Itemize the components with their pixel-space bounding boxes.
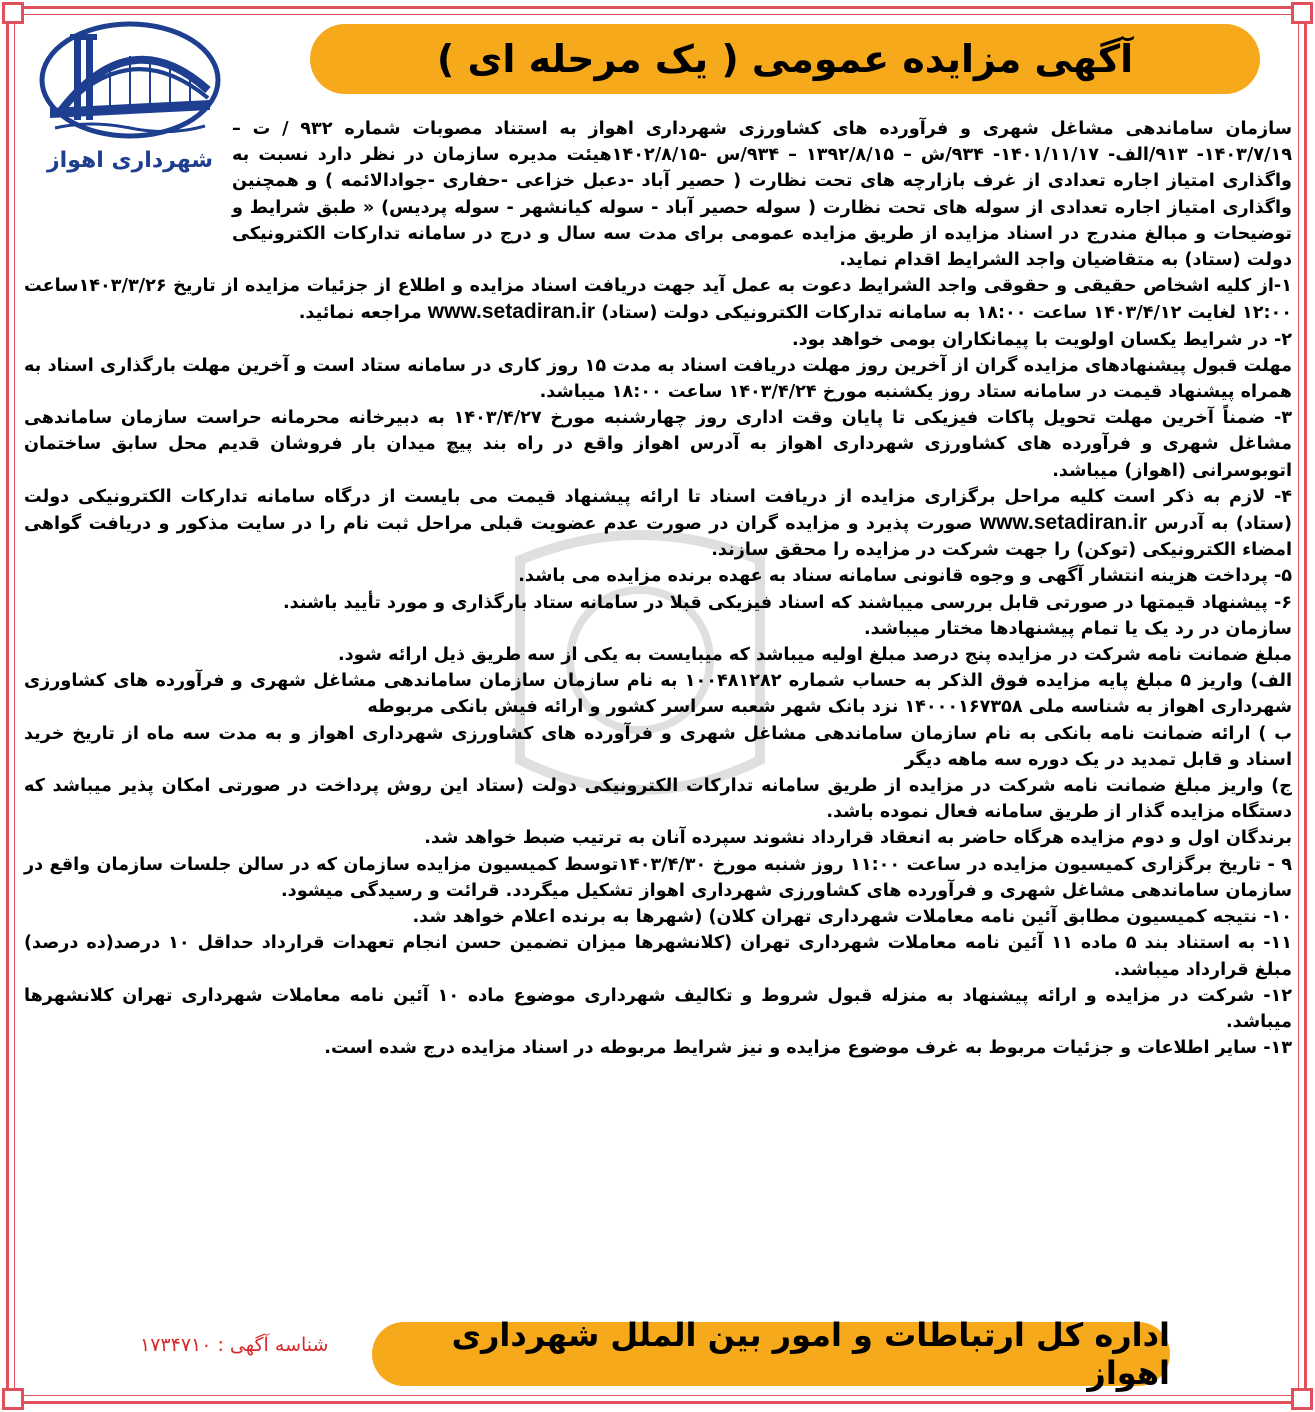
- item-13: ۱۳- سایر اطلاعات و جزئیات مربوط به غرف موضوع مزایده و نیز شرایط مربوطه در اسناد مزایده درج شده است.: [324, 1038, 1292, 1059]
- item-1: ۱-از کلیه اشخاص حقیقی و حقوقی واجد الشرایط دعوت به عمل آید جهت دریافت اسناد مزایده و اطلاع از جزئیات مزایده از تاریخ ۱۴۰۳/۳/۲۶ساعت ۱۲:۰۰ لغایت ۱۴۰۳/۴/۱۲ ساعت ۱۸:۰۰ به سامانه تدارکات الکترونیکی دولت (ستاد) www.setadiran.ir مراجعه نمائید.: [24, 276, 1292, 324]
- option-c: ج) واریز مبلغ ضمانت نامه شرکت در مزایده از طریق سامانه تدارکات الکترونیکی دولت (ستاد این روش پرداخت در صورتی امکان پذیر میباشد که دستگاه مزایده گذار از طریق سامانه فعال نموده باشد.: [24, 776, 1292, 823]
- option-a: الف) واریز ۵ مبلغ پایه مزایده فوق الذکر به حساب شماره ۱۰۰۴۸۱۲۸۲ به نام سازمان سازمان ساماندهی مشاغل شهری و فرآورده های کشاورزی شهرداری اهواز به شناسه ملی ۱۴۰۰۰۱۶۷۳۵۸ نزد بانک شهر شعبه سراسر کشور و ارائه فیش بانکی مربوطه: [24, 671, 1292, 718]
- page-title: آگهی مزایده عمومی ( یک مرحله ای ): [310, 24, 1260, 94]
- logo-caption: شهرداری اهواز: [47, 148, 213, 173]
- item-12: ۱۲- شرکت در مزایده و ارائه پیشنهاد به منزله قبول شروط و تکالیف شهرداری موضوع ماده ۱۰ آئین نامه معاملات شهرداری تهران کلانشهرها میباشد.: [24, 985, 1293, 1032]
- deadline-paragraph: مهلت قبول پیشنهادهای مزایده گران از آخرین روز مهلت دریافت اسناد به مدت ۱۵ روز کاری در سامانه ستاد است و آخرین مهلت بارگذاری اسناد به همراه پیشنهاد قیمت در سامانه ستاد روز یکشنبه مورخ ۱۴۰۳/۴/۲۴ ساعت ۱۸:۰۰ میباشد.: [24, 355, 1292, 403]
- ad-id: شناسه آگهی : ۱۷۳۴۷۱۰: [140, 1334, 329, 1356]
- item-6: ۶- پیشنهاد قیمتها در صورتی قابل بررسی میباشند که اسناد فیزیکی قبلا در سامانه ستاد بارگذاری و مورد تأیید باشند.: [283, 592, 1292, 613]
- footer-office-banner: اداره کل ارتباطات و امور بین الملل شهرداری اهواز: [372, 1322, 1170, 1386]
- reject-paragraph: سازمان در رد یک یا تمام پیشنهادها مختار میباشد.: [863, 618, 1292, 639]
- item-5: ۵- پرداخت هزینه انتشار آگهی و وجوه قانونی سامانه سناد به عهده برنده مزایده می باشد.: [518, 566, 1292, 587]
- corner-ornament: [2, 2, 24, 24]
- item-10: ۱۰- نتیجه کمیسیون مطابق آئین نامه معاملات شهرداری تهران کلان) (شهرها به برنده اعلام خواهد شد.: [412, 907, 1292, 928]
- corner-ornament: [1291, 1388, 1313, 1410]
- item-11: ۱۱- به استناد بند ۵ ماده ۱۱ آئین نامه معاملات شهرداری تهران (کلانشهرها میزان تضمین حسن انجام تعهدات قرارداد حداقل ۱۰ درصد(ده درصد) مبلغ قرارداد میباشد.: [24, 933, 1292, 980]
- announcement-body: [24, 116, 1292, 1061]
- item-4: ۴- لازم به ذکر است کلیه مراحل برگزاری مزایده از دریافت اسناد تا ارائه پیشنهاد قیمت می بایست از درگاه سامانه تدارکات الکترونیکی دولت (ستاد) به آدرس www.setadiran.ir صورت پذیرد و مزایده گران در صورت عدم عضویت قبلی مراحل ثبت نام را در سایت مذکور و دریافت گواهی امضاء الکترونیکی (توکن) را جهت شرکت در مزایده را محقق سازند.: [24, 486, 1292, 561]
- guarantee-paragraph: مبلغ ضمانت نامه شرکت در مزایده پنج درصد مبلغ اولیه میباشد که میبایست به یکی از سه طریق ذیل ارائه شود.: [337, 645, 1292, 666]
- intro-paragraph: سازمان ساماندهی مشاغل شهری و فرآورده های کشاورزی شهرداری اهواز به استناد مصوبات شماره ۹۳۲ / ت – ۱۴۰۳/۷/۱۹- ۹۱۳/الف- ۱۴۰۱/۱۱/۱۷- ۹۳۴/ش – ۱۳۹۲/۸/۱۵ – ۹۳۴/س -۱۴۰۲/۸/۱۵هیئت مدیره سازمان در نظر دارد نسبت به واگذاری امتیاز اجاره تعدادی از غرف بازارچه های تحت نظارت ( حصیر آباد -دعبل خزاعی -حفاری -جوادالائمه ) و همچنین واگذاری امتیاز اجاره تعدادی از سوله های تحت نظارت ( سوله حصیر آباد - سوله کیانشهر - سوله پردیس) « طبق شرایط و توضیحات و مبالغ مندرج در اسناد مزایده از طریق مزایده عمومی برای مدت سه سال و درج در سامانه تدارکات الکترونیکی دولت (ستاد) به متقاضیان واجد الشرایط اقدام نماید.: [232, 119, 1292, 271]
- corner-ornament: [2, 1388, 24, 1410]
- option-b: ب ) ارائه ضمانت نامه بانکی به نام سازمان ساماندهی مشاغل شهری و فرآورده های کشاورزی شهرداری اهواز و به مدت سه ماه از تاریخ خرید اسناد و قابل تمدید در یک دوره سه ماهه دیگر: [24, 723, 1292, 770]
- setadiran-link[interactable]: www.setadiran.ir: [979, 511, 1148, 535]
- winners-paragraph: برندگان اول و دوم مزایده هرگاه حاضر به انعقاد قرارداد نشوند سپرده آنان به ترتیب ضبط خواهد شد.: [424, 828, 1292, 849]
- item-3: ۳- ضمناً آخرین مهلت تحویل پاکات فیزیکی تا پایان وقت اداری روز چهارشنبه مورخ ۱۴۰۳/۴/۲۷ به دبیرخانه محرمانه حراست سازمان ساماندهی مشاغل شهری و فرآورده های کشاورزی شهرداری اهواز به آدرس اهواز واقع در راه بند پیچ میدان بار فروشان قدیم محل سابق ساختمان اتوبوسرانی (اهواز) میباشد.: [24, 408, 1293, 481]
- setadiran-link[interactable]: www.setadiran.ir: [427, 300, 596, 324]
- item-2: ۲- در شرایط یکسان اولویت با پیمانکاران بومی خواهد بود.: [791, 329, 1292, 350]
- corner-ornament: [1291, 2, 1313, 24]
- item-9: ۹ - تاریخ برگزاری کمیسیون مزایده در ساعت ۱۱:۰۰ روز شنبه مورخ ۱۴۰۳/۴/۳۰توسط کمیسیون مزایده سازمان که در سالن جلسات سازمان واقع در سازمان ساماندهی مشاغل شهری و فرآورده های کشاورزی شهرداری اهواز تشکیل میگردد. قرائت و رسیدگی میشود.: [24, 854, 1293, 901]
